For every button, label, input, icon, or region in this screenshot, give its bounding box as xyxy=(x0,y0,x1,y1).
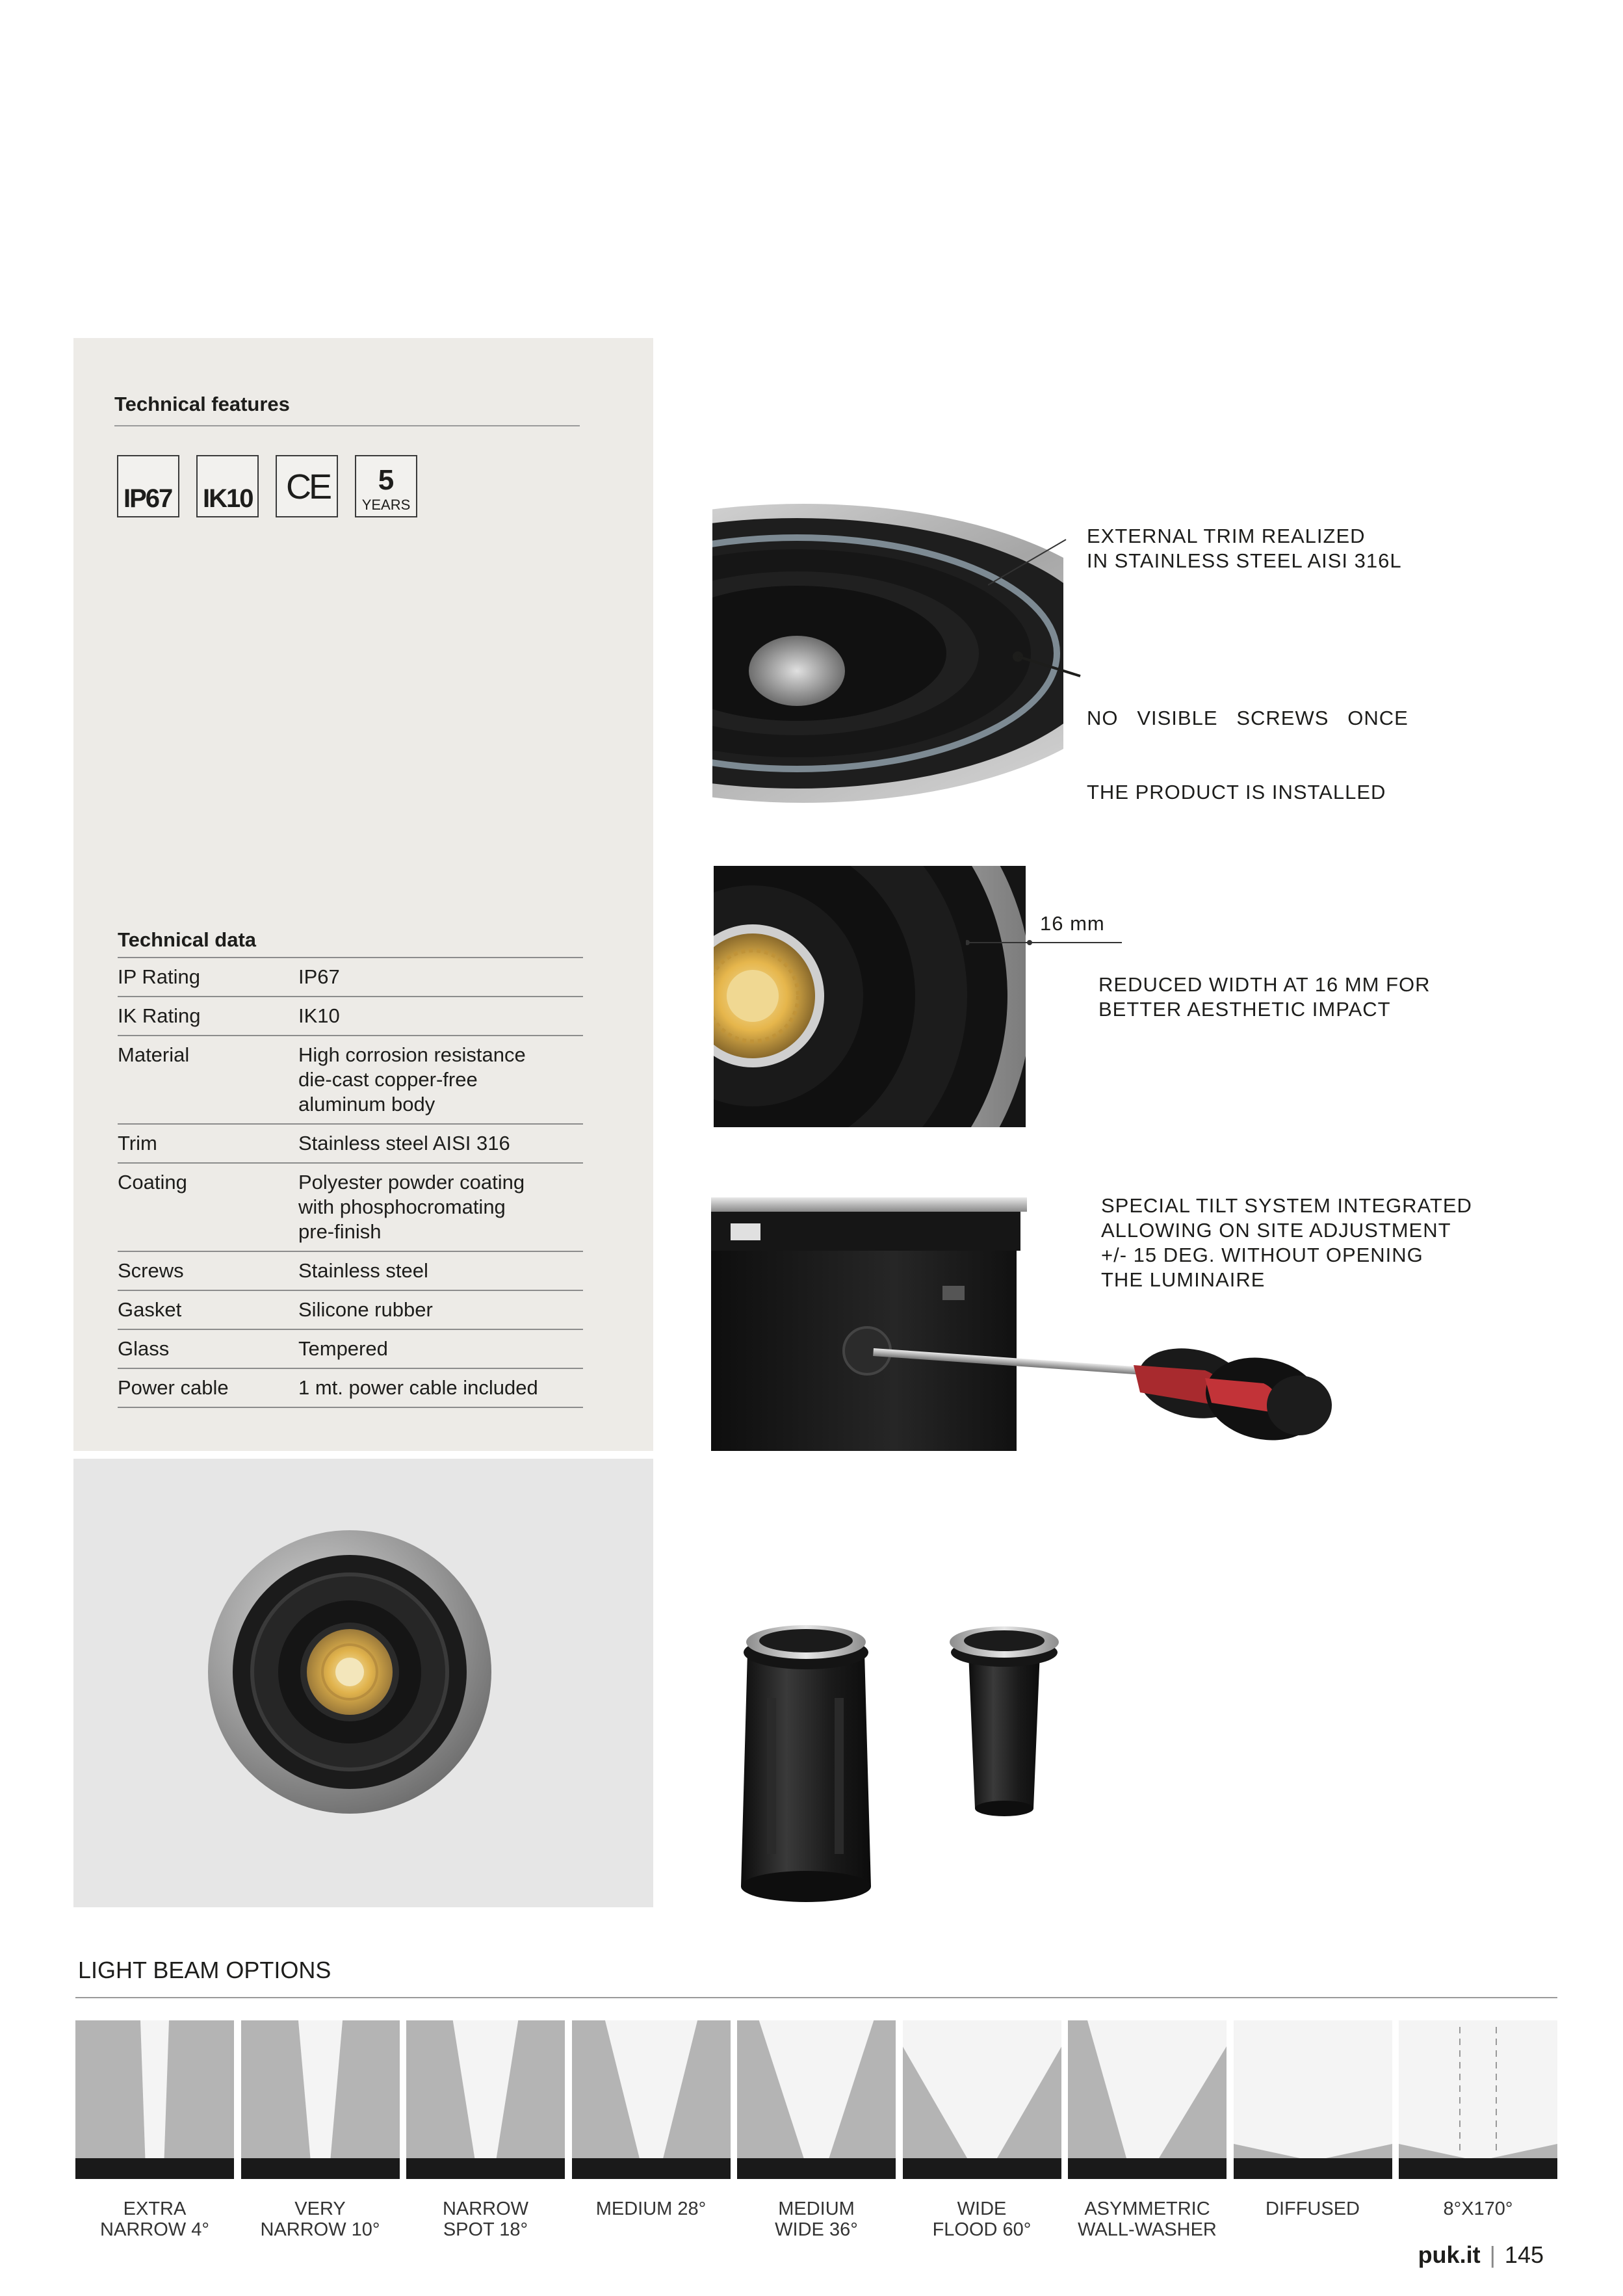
trim-callout-text xyxy=(1087,524,1402,573)
spec-value-line: Tempered xyxy=(298,1337,388,1360)
spec-key: IK Rating xyxy=(118,1004,201,1027)
beam-diagram xyxy=(1068,2020,1227,2179)
width-callout-text xyxy=(1098,972,1431,1022)
spec-key: Gasket xyxy=(118,1298,182,1321)
spec-value-line: Stainless steel AISI 316 xyxy=(298,1132,510,1155)
spec-key: IP Rating xyxy=(118,965,200,988)
spec-value xyxy=(298,1298,583,1322)
beam-label xyxy=(903,2198,1061,2240)
beam-label-line: EXTRA xyxy=(123,2198,187,2219)
beam-diagram xyxy=(1234,2020,1392,2179)
callout-line: IN STAINLESS STEEL AISI 316L xyxy=(1087,549,1402,572)
spec-value xyxy=(298,1131,583,1156)
beam-label-line: WIDE xyxy=(957,2198,1007,2219)
beam-label-line: MEDIUM 28° xyxy=(595,2198,707,2219)
technical-data-title: Technical data xyxy=(118,928,257,951)
footer-separator: | xyxy=(1489,2241,1496,2268)
callout-line: THE PRODUCT IS INSTALLED xyxy=(1087,781,1386,803)
light-beam-options-title: LIGHT BEAM OPTIONS xyxy=(78,1957,331,1983)
page-number: 145 xyxy=(1504,2241,1544,2268)
beam-label-line: FLOOD 60° xyxy=(932,2219,1032,2240)
led-width-image xyxy=(714,866,1026,1127)
spec-key: Glass xyxy=(118,1337,170,1360)
spec-value xyxy=(298,1004,583,1028)
product-top-view-image xyxy=(73,1459,653,1907)
spec-value-line: Stainless steel xyxy=(298,1259,428,1282)
table-row xyxy=(118,1162,583,1251)
warranty-number: 5 xyxy=(378,464,395,496)
beam-label-line: NARROW xyxy=(442,2198,529,2219)
ik10-badge xyxy=(196,455,259,517)
table-row xyxy=(118,957,583,996)
beam-label xyxy=(572,2198,731,2219)
screws-callout-text xyxy=(1087,657,1409,829)
spec-value-line: with phosphocromating xyxy=(298,1195,506,1218)
table-row xyxy=(118,1329,583,1368)
beam-label-line: VERY xyxy=(294,2198,346,2219)
technical-features-title: Technical features xyxy=(114,393,290,415)
tilt-callout-text xyxy=(1101,1194,1472,1292)
light-beam-diagrams xyxy=(75,2020,1557,2179)
spec-value-line: IK10 xyxy=(298,1004,340,1027)
spec-key: Power cable xyxy=(118,1376,229,1399)
beam-label-line: WIDE 36° xyxy=(775,2219,858,2240)
beam-diagram xyxy=(903,2020,1061,2179)
spec-value-line: High corrosion resistance xyxy=(298,1043,526,1066)
beam-label xyxy=(406,2198,565,2240)
spec-value xyxy=(298,1376,583,1400)
spec-key: Coating xyxy=(118,1171,187,1194)
spec-value-line: IP67 xyxy=(298,965,340,988)
callout-line: SPECIAL TILT SYSTEM INTEGRATED xyxy=(1101,1194,1472,1217)
ce-mark-icon xyxy=(276,455,338,517)
beam-diagram xyxy=(241,2020,400,2179)
housing-products-image xyxy=(728,1600,1131,1912)
divider xyxy=(114,425,580,426)
spec-key: Screws xyxy=(118,1259,184,1282)
beam-label-line: ASYMMETRIC xyxy=(1084,2198,1210,2219)
brand-link[interactable]: puk.it xyxy=(1418,2241,1481,2268)
beam-label-line: MEDIUM xyxy=(778,2198,855,2219)
spec-value xyxy=(298,1043,583,1117)
spec-value xyxy=(298,965,583,989)
trim-callout-line xyxy=(988,533,1079,611)
ce-mark-label: CE xyxy=(286,467,330,506)
certification-badges xyxy=(117,455,417,517)
beam-label xyxy=(241,2198,400,2240)
callout-line: NO VISIBLE SCREWS ONCE xyxy=(1087,707,1409,729)
spec-value-line: die-cast copper-free xyxy=(298,1068,478,1091)
technical-data-table xyxy=(118,957,583,1408)
table-row xyxy=(118,996,583,1035)
spec-value-line: Polyester powder coating xyxy=(298,1171,525,1194)
spec-key: Material xyxy=(118,1043,190,1066)
ik10-badge-label: IK10 xyxy=(203,484,253,513)
dimension-label: 16 mm xyxy=(1040,912,1105,935)
spec-value xyxy=(298,1170,583,1244)
spec-value-line: Silicone rubber xyxy=(298,1298,433,1321)
table-row xyxy=(118,1251,583,1290)
divider xyxy=(75,1997,1557,1998)
beam-label-line: 8°X170° xyxy=(1443,2198,1513,2219)
spec-value-line: pre-finish xyxy=(298,1220,382,1243)
warranty-badge xyxy=(355,455,417,517)
warranty-unit: YEARS xyxy=(361,497,411,513)
callout-line: +/- 15 DEG. WITHOUT OPENING xyxy=(1101,1244,1423,1266)
beam-diagram xyxy=(572,2020,731,2179)
beam-label-line: DIFFUSED xyxy=(1266,2198,1360,2219)
beam-label-line: WALL-WASHER xyxy=(1078,2219,1217,2240)
callout-line: THE LUMINAIRE xyxy=(1101,1268,1266,1291)
callout-line: REDUCED WIDTH AT 16 MM FOR xyxy=(1098,973,1431,996)
spec-key: Trim xyxy=(118,1132,157,1155)
callout-line: BETTER AESTHETIC IMPACT xyxy=(1098,998,1391,1021)
table-row xyxy=(118,1290,583,1329)
table-row xyxy=(118,1035,583,1123)
ip67-badge-label: IP67 xyxy=(123,484,172,513)
spec-value xyxy=(298,1337,583,1361)
product-photo-panel xyxy=(73,1459,653,1907)
beam-diagram xyxy=(737,2020,896,2179)
beam-label xyxy=(1234,2198,1392,2219)
table-row xyxy=(118,1123,583,1162)
spec-value-line: 1 mt. power cable included xyxy=(298,1376,538,1399)
beam-label xyxy=(1399,2198,1557,2219)
beam-label-line: NARROW 4° xyxy=(100,2219,209,2240)
beam-label xyxy=(737,2198,896,2240)
spec-value-line: aluminum body xyxy=(298,1093,435,1115)
beam-label xyxy=(75,2198,234,2240)
ip67-badge xyxy=(117,455,179,517)
beam-diagram xyxy=(75,2020,234,2179)
callout-line: EXTERNAL TRIM REALIZED xyxy=(1087,525,1366,547)
table-row xyxy=(118,1368,583,1408)
screws-callout-line xyxy=(1011,649,1089,688)
beam-label-line: SPOT 18° xyxy=(443,2219,528,2240)
beam-diagram xyxy=(1399,2020,1557,2179)
page-footer xyxy=(1418,2241,1544,2269)
callout-line: ALLOWING ON SITE ADJUSTMENT xyxy=(1101,1219,1451,1242)
beam-label xyxy=(1068,2198,1227,2240)
spec-value xyxy=(298,1259,583,1283)
beam-diagram xyxy=(406,2020,565,2179)
beam-label-line: NARROW 10° xyxy=(260,2219,380,2240)
